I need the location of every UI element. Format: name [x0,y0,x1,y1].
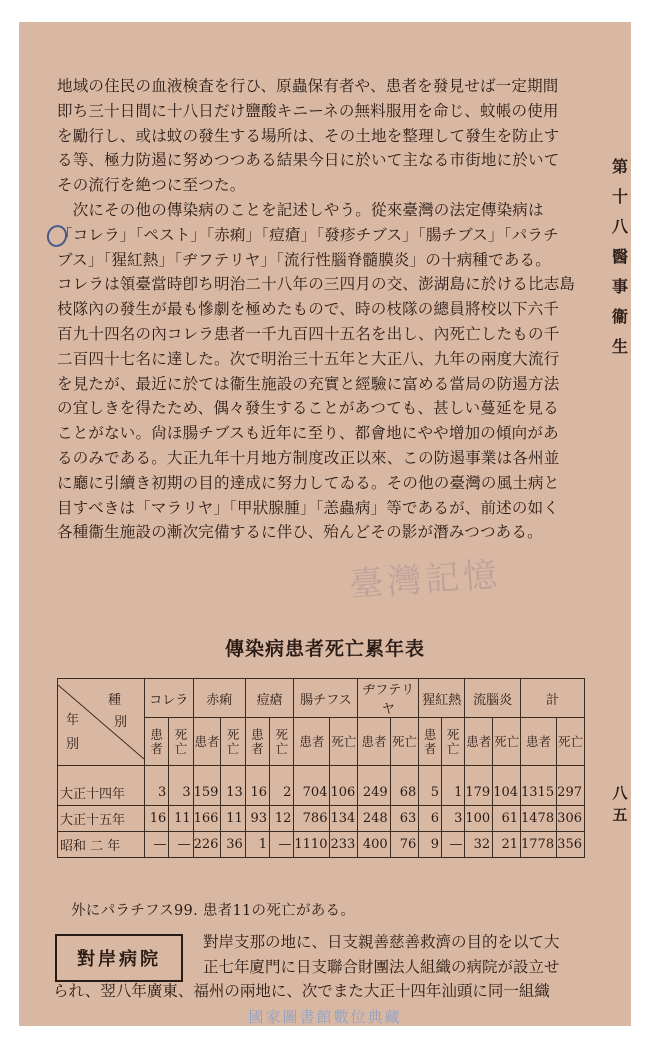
body-line: コレラは領臺當時卽ち明治二十八年の三四月の交、澎湖島に於ける比志島 [57,275,576,294]
table-cell: 297 [557,766,585,806]
table-cell: 179 [465,766,493,806]
table-cell: 356 [557,832,585,858]
table-corner-cell [58,679,145,766]
table-cell: 1 [245,832,269,858]
column-header: 痘瘡 [245,679,294,718]
table-row [58,766,585,806]
table-cell: 100 [465,806,493,832]
table-cell: 9 [419,832,442,858]
table-cell: 1110 [294,832,330,858]
subheader-patients: 患者 [419,718,442,766]
running-head-char: 八 [611,217,628,236]
row-year: 昭和 二 年 [58,832,145,858]
body-line: を勵行し、或は蚊の發生する場所は、その土地を整理して發生を防止す [57,126,560,145]
corner-year-label: 年 [66,713,80,728]
table-cell: 3 [441,806,464,832]
table-cell: — [441,832,464,858]
subheader-patients: 患者 [521,718,557,766]
table-cell: 226 [193,832,221,858]
row-year: 大正十五年 [58,806,145,832]
body-line: その流行を絶つに至つた。 [57,176,246,195]
table-cell: 3 [169,766,193,806]
running-head-char: 生 [611,337,628,356]
table-cell: 5 [419,766,442,806]
row-year: 大正十四年 [58,766,145,806]
body-line: を見たが、最近に於ては衞生施設の充實と經驗に富める當局の防遏方法 [57,374,560,393]
disease-statistics-table [57,678,585,858]
body-line: 地域の住民の血液検査を行ひ、原蟲保有者や、患者を發見せば一定期間 [57,77,559,95]
column-header: 猩紅熱 [419,679,465,718]
section-line: られ、翌八年廣東、福州の兩地に、次でまた大正十四年汕頭に同一組織 [53,982,550,1000]
table-cell: 3 [145,766,169,806]
corner-category2-label: 別 [66,737,80,752]
body-line: ブス」「猩紅熱」「ヂフテリヤ」「流行性腦脊髓膜炎」の十病種である。 [57,250,551,269]
table-cell: 76 [390,832,419,858]
subheader-patients: 患者 [245,718,269,766]
column-header: 赤痢 [193,679,245,718]
table-cell: 1778 [521,832,557,858]
body-line: 百九十四名の內コレラ患者一千九百四十五名を出し、內死亡したもの千 [57,324,560,343]
table-cell: — [145,832,169,858]
subheader-patients: 患者 [294,718,330,766]
book-page [19,22,631,1026]
footer-watermark: 國家圖書館數位典藏 [248,1008,402,1026]
subheader-patients: 患者 [465,718,493,766]
table-cell: 106 [330,766,358,806]
column-header: 流腦炎 [465,679,521,718]
table-cell: 400 [358,832,390,858]
table-cell: 6 [419,806,442,832]
section-line: 正七年廈門に日支聯合財團法人組織の病院が設立せ [203,957,560,976]
table-row [58,806,585,832]
table-cell: 233 [330,832,358,858]
table-cell: 12 [270,806,294,832]
table-cell: 248 [358,806,390,832]
body-line: 各種衞生施設の漸次完備するに伴ひ、殆んどその影が潛みつつある。 [57,523,543,542]
body-line: に廳に引續き初期の目的達成に努力してゐる。その他の臺灣の風土病と [57,473,560,492]
subheader-deaths: 死亡 [169,718,193,766]
subheader-patients: 患者 [145,718,169,766]
body-line: 「コレラ」「ペスト」「赤痢」「痘瘡」「發疹チブス」「腸チブス」「パラチ [57,225,559,244]
table-cell: 16 [245,766,269,806]
body-line: 即ち三十日間に十八日だけ鹽酸キニーネの無料服用を命じ、蚊帳の使用 [57,101,559,120]
table-cell: 93 [245,806,269,832]
library-watermark: 臺灣記憶 [348,554,503,606]
section-line: 對岸支那の地に、日支親善慈善救濟の目的を以て大 [203,933,560,951]
body-line: 次にその他の傳染病のことを記述しやう。從來臺灣の法定傳染病は [57,200,544,219]
corner-kind-label: 種 [108,693,122,708]
subheader-deaths: 死亡 [330,718,358,766]
table-cell: 11 [169,806,193,832]
body-line: ことがない。尙ほ腸チブスも近年に至り、都會地にやや增加の傾向があ [57,424,559,443]
column-header: 計 [521,679,585,718]
subheader-deaths: 死亡 [390,718,419,766]
table-cell: 1478 [521,806,557,832]
table-cell: 104 [493,766,521,806]
table-cell: 306 [557,806,585,832]
running-head-char: 醫 [611,247,628,266]
table-cell: 21 [493,832,521,858]
table-cell: 36 [221,832,245,858]
table-row [58,832,585,858]
section-box-label: 對岸病院 [55,934,183,982]
page-number [609,782,631,826]
table-cell: 63 [390,806,419,832]
subheader-patients: 患者 [193,718,221,766]
body-line: の宜しきを得たため、偶々發生することがあつても、甚しい蔓延を見る [57,399,559,418]
table-cell: 68 [390,766,419,806]
table-cell: 1315 [521,766,557,806]
running-head [609,152,631,362]
table-cell: 61 [493,806,521,832]
table-cell: 11 [221,806,245,832]
table-cell: 159 [193,766,221,806]
body-line: 目すべきは「マラリヤ」「甲狀腺腫」「恙蟲病」等であるが、前述の如く [57,498,559,517]
body-line: る等、極力防遏に努めつつある結果今日に於いて主なる市街地に於いて [57,151,560,170]
column-header: ヂフテリヤ [358,679,419,718]
table-title: 傳染病患者死亡累年表 [224,638,425,660]
running-head-char: 十 [611,187,628,206]
subheader-deaths: 死亡 [557,718,585,766]
table-cell: 1 [441,766,464,806]
table-cell: 704 [294,766,330,806]
page-number-char: 八 [612,784,628,802]
running-head-char: 衞 [611,307,628,326]
table-cell: — [270,832,294,858]
running-head-char: 第 [611,157,628,176]
table-cell: 13 [221,766,245,806]
subheader-deaths: 死亡 [221,718,245,766]
body-text [57,74,605,545]
page-number-char: 五 [612,806,628,824]
table-cell: 2 [270,766,294,806]
table-cell: 786 [294,806,330,832]
subheader-deaths: 死亡 [493,718,521,766]
subheader-deaths: 死亡 [270,718,294,766]
column-header: コレラ [145,679,194,718]
subheader-patients: 患者 [358,718,390,766]
body-line: 二百四十七名に達した。次で明治三十五年と大正八、九年の兩度大流行 [57,349,560,368]
subheader-deaths: 死亡 [441,718,464,766]
running-head-char: 事 [611,277,628,296]
column-header: 腸チフス [294,679,358,718]
corner-category-label: 別 [114,715,128,730]
table-cell: 32 [465,832,493,858]
table-cell: 134 [330,806,358,832]
table-cell: 249 [358,766,390,806]
table-cell: 16 [145,806,169,832]
table-cell: — [169,832,193,858]
table-note: 外にパラチフス99. 患者11の死亡がある。 [71,903,356,919]
body-line: るのみである。大正九年十月地方制度改正以來、この防遏事業は各州並 [57,448,560,467]
body-line: 枝隊內の發生が最も慘劇を極めたもので、時の枝隊の總員將校以下六千 [57,300,560,319]
table-cell: 166 [193,806,221,832]
